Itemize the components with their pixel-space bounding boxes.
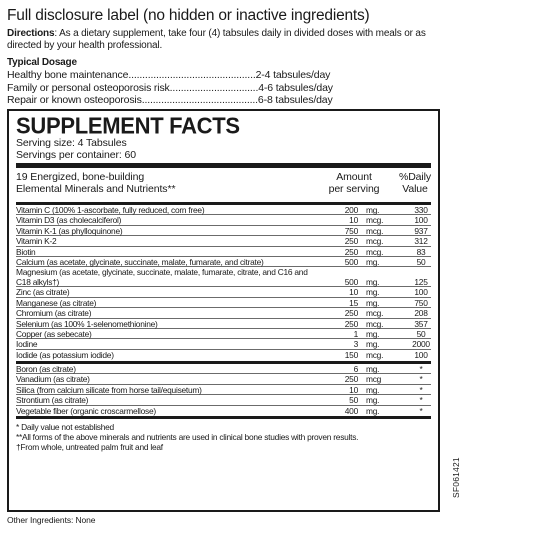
nutrient-amount: 500 <box>344 277 358 288</box>
nutrient-row <box>16 406 431 416</box>
dosage-list <box>7 69 337 107</box>
nutrient-name: Vegetable fiber (organic croscarmellose) <box>16 405 156 416</box>
nutrient-amount: 3 <box>353 339 358 350</box>
nutrient-amount: 750 <box>344 225 358 236</box>
nutrient-name: Silica (from calcium silicate from horse tail/equisetum) <box>16 384 202 395</box>
nutrient-name: Copper (as sebecate) <box>16 328 92 339</box>
nutrient-row <box>16 205 431 215</box>
nutrient-daily-value: 125 <box>414 277 428 288</box>
serving-size: Serving size: 4 Tabsules <box>16 137 127 149</box>
divider <box>16 416 431 419</box>
facts-title: SUPPLEMENT FACTS <box>16 112 240 139</box>
nutrient-name: Vanadium (as citrate) <box>16 374 90 385</box>
nutrient-daily-value: 330 <box>414 205 428 215</box>
nutrient-unit: mcg. <box>366 246 384 257</box>
nutrients-header <box>16 171 276 195</box>
dosage-row: Family or personal osteoporosis risk................................4-6 tabsules/day <box>7 81 333 94</box>
nutrient-row <box>16 257 431 267</box>
nutrient-amount: 250 <box>344 236 358 247</box>
nutrient-group-primary <box>16 205 431 360</box>
amount-header-line: per serving <box>328 183 380 195</box>
nutrient-unit: mg. <box>366 364 380 375</box>
nutrient-unit: mg. <box>366 405 380 416</box>
nutrient-daily-value: 50 <box>416 328 426 339</box>
nutrient-name: Boron (as citrate) <box>16 364 76 375</box>
nutrient-daily-value: * <box>419 374 423 385</box>
nutrient-daily-value: 50 <box>416 256 426 267</box>
nutrient-unit: mg. <box>366 287 380 298</box>
nutrient-group-secondary <box>16 364 431 416</box>
dosage-row: Healthy bone maintenance..............................................2-4 tabsules/day <box>7 69 331 81</box>
nutrient-daily-value: 357 <box>414 318 428 329</box>
nutrient-unit: mcg. <box>366 349 384 360</box>
other-ingredients: Other Ingredients: None <box>7 515 96 525</box>
nutrient-unit: mg. <box>366 395 380 406</box>
directions-body: : As a dietary supplement, take four (4) tabsules daily in divided doses with meals or as directed by your health professional. <box>7 28 426 51</box>
nutrient-unit: mg. <box>366 277 380 288</box>
nutrient-name: Chromium (as citrate) <box>16 308 92 319</box>
nutrient-name: Calcium (as acetate, glycinate, succinate, malate, fumarate, and citrate) <box>16 256 264 267</box>
nutrient-row <box>16 247 431 257</box>
nutrient-unit: mg. <box>366 328 380 339</box>
nutrient-daily-value: * <box>419 395 423 406</box>
nutrient-daily-value: * <box>419 384 423 395</box>
nutrient-unit: mcg. <box>366 236 384 247</box>
nutrient-daily-value: * <box>419 364 423 375</box>
nutrient-daily-value: 2000 <box>412 339 430 350</box>
nutrient-name: Vitamin C (100% 1-ascorbate, fully reduced, corn free) <box>16 205 205 215</box>
nutrient-row <box>16 215 431 225</box>
nutrient-amount: 1 <box>353 328 358 339</box>
nutrient-amount: 50 <box>349 395 358 406</box>
dosage-row: Repair or known osteoporosis..........................................6-8 tabsules/day <box>7 94 333 106</box>
nutrient-amount: 250 <box>344 374 358 385</box>
nutrient-daily-value: 100 <box>414 215 428 226</box>
nutrient-row <box>16 364 431 374</box>
nutrient-amount: 250 <box>344 308 358 319</box>
nutrient-amount: 200 <box>344 205 358 215</box>
nutrient-row <box>16 339 431 349</box>
daily-value-header-line: Value <box>402 183 428 195</box>
nutrient-name: Iodide (as potassium iodide) <box>16 349 114 360</box>
directions-label: Directions <box>7 28 55 39</box>
nutrient-name: Zinc (as citrate) <box>16 287 70 298</box>
nutrient-name: Vitamin K-2 <box>16 236 57 247</box>
nutrient-row <box>16 298 431 308</box>
daily-value-header <box>394 171 436 195</box>
dosage-heading: Typical Dosage <box>7 57 77 68</box>
label-title: Full disclosure label (no hidden or inactive ingredients) <box>7 7 370 24</box>
nutrient-name: Vitamin D3 (as cholecalciferol) <box>16 215 122 226</box>
nutrient-row <box>16 236 431 246</box>
nutrient-daily-value: 100 <box>414 287 428 298</box>
nutrient-unit: mg. <box>366 297 380 308</box>
nutrient-amount: 10 <box>349 215 358 226</box>
nutrients-header-line: Elemental Minerals and Nutrients** <box>16 183 176 195</box>
nutrient-name: Biotin <box>16 246 36 257</box>
nutrient-unit: mcg <box>366 374 382 385</box>
amount-header <box>323 171 385 195</box>
nutrient-amount: 10 <box>349 384 358 395</box>
footnotes <box>16 422 431 452</box>
nutrient-amount: 250 <box>344 246 358 257</box>
footnote: **All forms of the above minerals and nutrients are used in clinical bone studies with proven results. <box>16 432 359 443</box>
nutrient-amount: 400 <box>344 405 358 416</box>
nutrient-amount: 15 <box>349 297 358 308</box>
nutrients-header-line: 19 Energized, bone-building <box>16 171 145 183</box>
nutrient-unit: mg. <box>366 339 380 350</box>
nutrient-row <box>16 226 431 236</box>
nutrient-daily-value: 100 <box>414 349 428 360</box>
footnote: †From whole, untreated palm fruit and leaf <box>16 442 163 453</box>
nutrient-row <box>16 287 431 297</box>
nutrient-name: Iodine <box>16 339 38 350</box>
directions-text <box>7 28 437 52</box>
nutrient-unit: mg. <box>366 384 380 395</box>
nutrient-daily-value: 312 <box>414 236 428 247</box>
nutrient-amount: 150 <box>344 349 358 360</box>
nutrient-row <box>16 385 431 395</box>
nutrient-unit: mcg. <box>366 215 384 226</box>
nutrient-daily-value: 750 <box>414 297 428 308</box>
daily-value-header-line: %Daily <box>398 171 432 183</box>
supplement-facts-panel <box>7 109 440 512</box>
nutrient-row <box>16 395 431 405</box>
nutrient-amount: 6 <box>353 364 358 375</box>
nutrient-name: Vitamin K-1 (as phylloquinone) <box>16 225 123 236</box>
nutrient-row <box>16 267 431 287</box>
nutrient-name: Selenium (as 100% 1-selenomethionine) <box>16 318 158 329</box>
servings-per-container: Servings per container: 60 <box>16 149 136 161</box>
nutrient-name: Magnesium (as acetate, glycinate, succinate, malate, fumarate, citrate, and C16 and C18 alkyls†) <box>16 267 308 288</box>
nutrient-name: Manganese (as citrate) <box>16 297 97 308</box>
nutrient-daily-value: 208 <box>414 308 428 319</box>
nutrient-unit: mg. <box>366 205 380 215</box>
nutrient-row <box>16 374 431 384</box>
nutrient-amount: 250 <box>344 318 358 329</box>
nutrient-row <box>16 329 431 339</box>
column-headers <box>16 168 431 202</box>
nutrient-unit: mcg. <box>366 318 384 329</box>
nutrient-amount: 10 <box>349 287 358 298</box>
amount-header-line: Amount <box>336 171 372 183</box>
nutrient-unit: mg. <box>366 256 380 267</box>
nutrient-daily-value: 937 <box>414 225 428 236</box>
nutrient-row <box>16 319 431 329</box>
nutrient-row <box>16 308 431 318</box>
sku-code: SF061421 <box>451 457 461 498</box>
nutrient-daily-value: 83 <box>416 246 426 257</box>
nutrient-amount: 500 <box>344 256 358 267</box>
nutrient-unit: mcg. <box>366 225 384 236</box>
nutrient-name: Strontium (as citrate) <box>16 395 89 406</box>
footnote: * Daily value not established <box>16 422 114 433</box>
nutrient-row <box>16 350 431 360</box>
nutrient-unit: mcg. <box>366 308 384 319</box>
nutrient-daily-value: * <box>419 405 423 416</box>
